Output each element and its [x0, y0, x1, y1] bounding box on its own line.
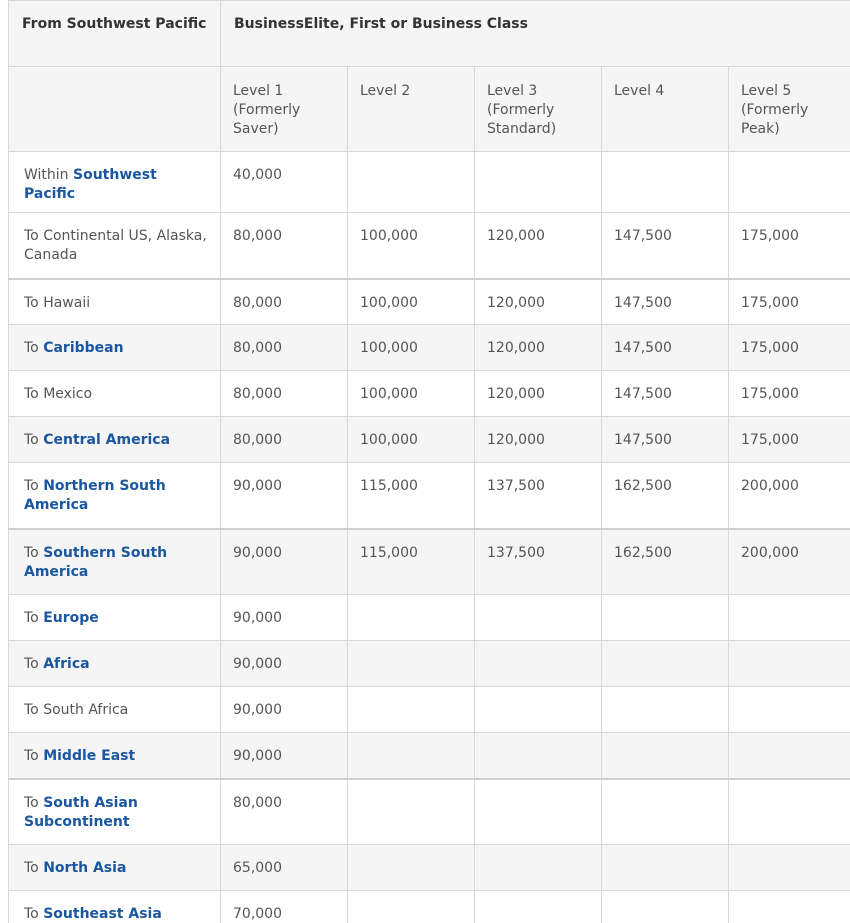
destination-header-empty [9, 67, 221, 152]
miles-cell: 175,000 [729, 325, 850, 371]
miles-cell: 70,000 [221, 891, 348, 923]
level-header: Level 4 [602, 67, 729, 152]
miles-cell [475, 733, 602, 779]
miles-cell [729, 152, 850, 213]
destination-cell [9, 733, 221, 779]
destination-link[interactable]: Europe [43, 610, 99, 626]
destination-cell [9, 779, 221, 845]
destination-label: To South Africa [24, 702, 129, 718]
miles-cell: 120,000 [475, 325, 602, 371]
destination-cell [9, 371, 221, 417]
miles-cell [348, 845, 475, 891]
table-row [9, 595, 850, 641]
destination-cell [9, 152, 221, 213]
level-header: Level 1 (Formerly Saver) [221, 67, 348, 152]
table-row [9, 213, 850, 279]
level-header: Level 2 [348, 67, 475, 152]
destination-prefix: To [24, 748, 44, 764]
miles-cell [348, 641, 475, 687]
destination-cell [9, 279, 221, 325]
miles-cell: 175,000 [729, 279, 850, 325]
miles-cell [475, 687, 602, 733]
destination-prefix: Within [24, 167, 73, 183]
miles-cell: 100,000 [348, 325, 475, 371]
miles-cell [602, 845, 729, 891]
destination-link[interactable]: Southeast Asia [43, 906, 162, 922]
miles-cell: 100,000 [348, 279, 475, 325]
miles-cell: 147,500 [602, 417, 729, 463]
destination-link[interactable]: Middle East [43, 748, 136, 764]
miles-cell [729, 641, 850, 687]
miles-cell [729, 733, 850, 779]
miles-cell: 137,500 [475, 463, 602, 529]
miles-cell: 100,000 [348, 213, 475, 279]
miles-cell [348, 595, 475, 641]
miles-cell: 147,500 [602, 371, 729, 417]
miles-cell: 90,000 [221, 463, 348, 529]
miles-cell: 100,000 [348, 417, 475, 463]
destination-prefix: To [24, 906, 44, 922]
award-chart-table [8, 0, 850, 923]
destination-link[interactable]: North Asia [43, 860, 127, 876]
miles-cell [729, 779, 850, 845]
table-row [9, 779, 850, 845]
miles-cell [348, 891, 475, 923]
destination-prefix: To [24, 794, 44, 811]
destination-cell [9, 325, 221, 371]
miles-cell: 120,000 [475, 417, 602, 463]
miles-cell: 147,500 [602, 325, 729, 371]
miles-cell: 147,500 [602, 279, 729, 325]
miles-cell: 90,000 [221, 733, 348, 779]
table-row [9, 891, 850, 923]
miles-cell: 175,000 [729, 371, 850, 417]
miles-cell: 200,000 [729, 463, 850, 529]
miles-cell [475, 779, 602, 845]
destination-prefix: To [24, 656, 44, 672]
miles-cell [729, 595, 850, 641]
header-row-levels [9, 67, 850, 152]
destination-link[interactable]: South Asian Subcontinent [24, 794, 138, 830]
table-row [9, 641, 850, 687]
miles-cell [475, 152, 602, 213]
destination-label: To Continental US, Alaska, Canada [24, 228, 207, 263]
miles-cell: 80,000 [221, 325, 348, 371]
miles-cell: 80,000 [221, 779, 348, 845]
miles-cell: 40,000 [221, 152, 348, 213]
miles-cell: 115,000 [348, 463, 475, 529]
destination-link[interactable]: Africa [43, 656, 90, 672]
miles-cell: 162,500 [602, 529, 729, 595]
destination-cell [9, 417, 221, 463]
miles-cell: 120,000 [475, 371, 602, 417]
destination-prefix: To [24, 478, 44, 494]
miles-cell [602, 891, 729, 923]
miles-cell: 90,000 [221, 595, 348, 641]
miles-cell [602, 779, 729, 845]
destination-label: To Hawaii [24, 294, 91, 311]
miles-cell: 90,000 [221, 687, 348, 733]
table-row [9, 529, 850, 595]
destination-link[interactable]: Central America [43, 432, 171, 448]
destination-prefix: To [24, 340, 44, 356]
destination-cell [9, 891, 221, 923]
miles-cell: 90,000 [221, 641, 348, 687]
miles-cell: 147,500 [602, 213, 729, 279]
award-table-body [9, 152, 850, 923]
miles-cell: 65,000 [221, 845, 348, 891]
destination-cell [9, 641, 221, 687]
class-header: BusinessElite, First or Business Class [221, 1, 850, 67]
table-row [9, 845, 850, 891]
miles-cell [729, 891, 850, 923]
miles-cell [348, 152, 475, 213]
destination-link[interactable]: Southern South America [24, 544, 168, 580]
miles-cell: 120,000 [475, 213, 602, 279]
destination-cell [9, 845, 221, 891]
miles-cell [602, 152, 729, 213]
destination-cell [9, 463, 221, 529]
miles-cell [348, 733, 475, 779]
level-header: Level 5 (Formerly Peak) [729, 67, 850, 152]
destination-cell [9, 529, 221, 595]
miles-cell [475, 595, 602, 641]
miles-cell: 137,500 [475, 529, 602, 595]
table-row [9, 371, 850, 417]
miles-cell [729, 687, 850, 733]
miles-cell: 162,500 [602, 463, 729, 529]
destination-prefix: To [24, 544, 44, 561]
miles-cell [348, 687, 475, 733]
miles-cell [475, 891, 602, 923]
destination-cell [9, 687, 221, 733]
miles-cell: 80,000 [221, 279, 348, 325]
miles-cell [475, 845, 602, 891]
destination-cell [9, 595, 221, 641]
miles-cell: 80,000 [221, 371, 348, 417]
origin-header: From Southwest Pacific [9, 1, 221, 67]
table-row [9, 417, 850, 463]
miles-cell: 175,000 [729, 213, 850, 279]
table-row [9, 279, 850, 325]
table-row [9, 325, 850, 371]
miles-cell: 115,000 [348, 529, 475, 595]
table-row [9, 463, 850, 529]
miles-cell: 175,000 [729, 417, 850, 463]
miles-cell [602, 595, 729, 641]
miles-cell: 200,000 [729, 529, 850, 595]
miles-cell: 90,000 [221, 529, 348, 595]
miles-cell [348, 779, 475, 845]
miles-cell: 100,000 [348, 371, 475, 417]
miles-cell [729, 845, 850, 891]
miles-cell: 120,000 [475, 279, 602, 325]
destination-cell [9, 213, 221, 279]
miles-cell [602, 641, 729, 687]
miles-cell: 80,000 [221, 213, 348, 279]
table-row [9, 152, 850, 213]
table-row [9, 687, 850, 733]
table-row [9, 733, 850, 779]
destination-link[interactable]: Northern South America [24, 478, 166, 513]
destination-link[interactable]: Caribbean [43, 340, 124, 356]
level-header: Level 3 (Formerly Standard) [475, 67, 602, 152]
miles-cell: 80,000 [221, 417, 348, 463]
destination-prefix: To [24, 432, 44, 448]
destination-prefix: To [24, 860, 44, 876]
miles-cell [602, 687, 729, 733]
destination-link[interactable]: Southwest Pacific [24, 167, 157, 202]
destination-label: To Mexico [24, 386, 93, 402]
miles-cell [475, 641, 602, 687]
header-row-class [9, 1, 850, 67]
destination-prefix: To [24, 610, 44, 626]
miles-cell [602, 733, 729, 779]
